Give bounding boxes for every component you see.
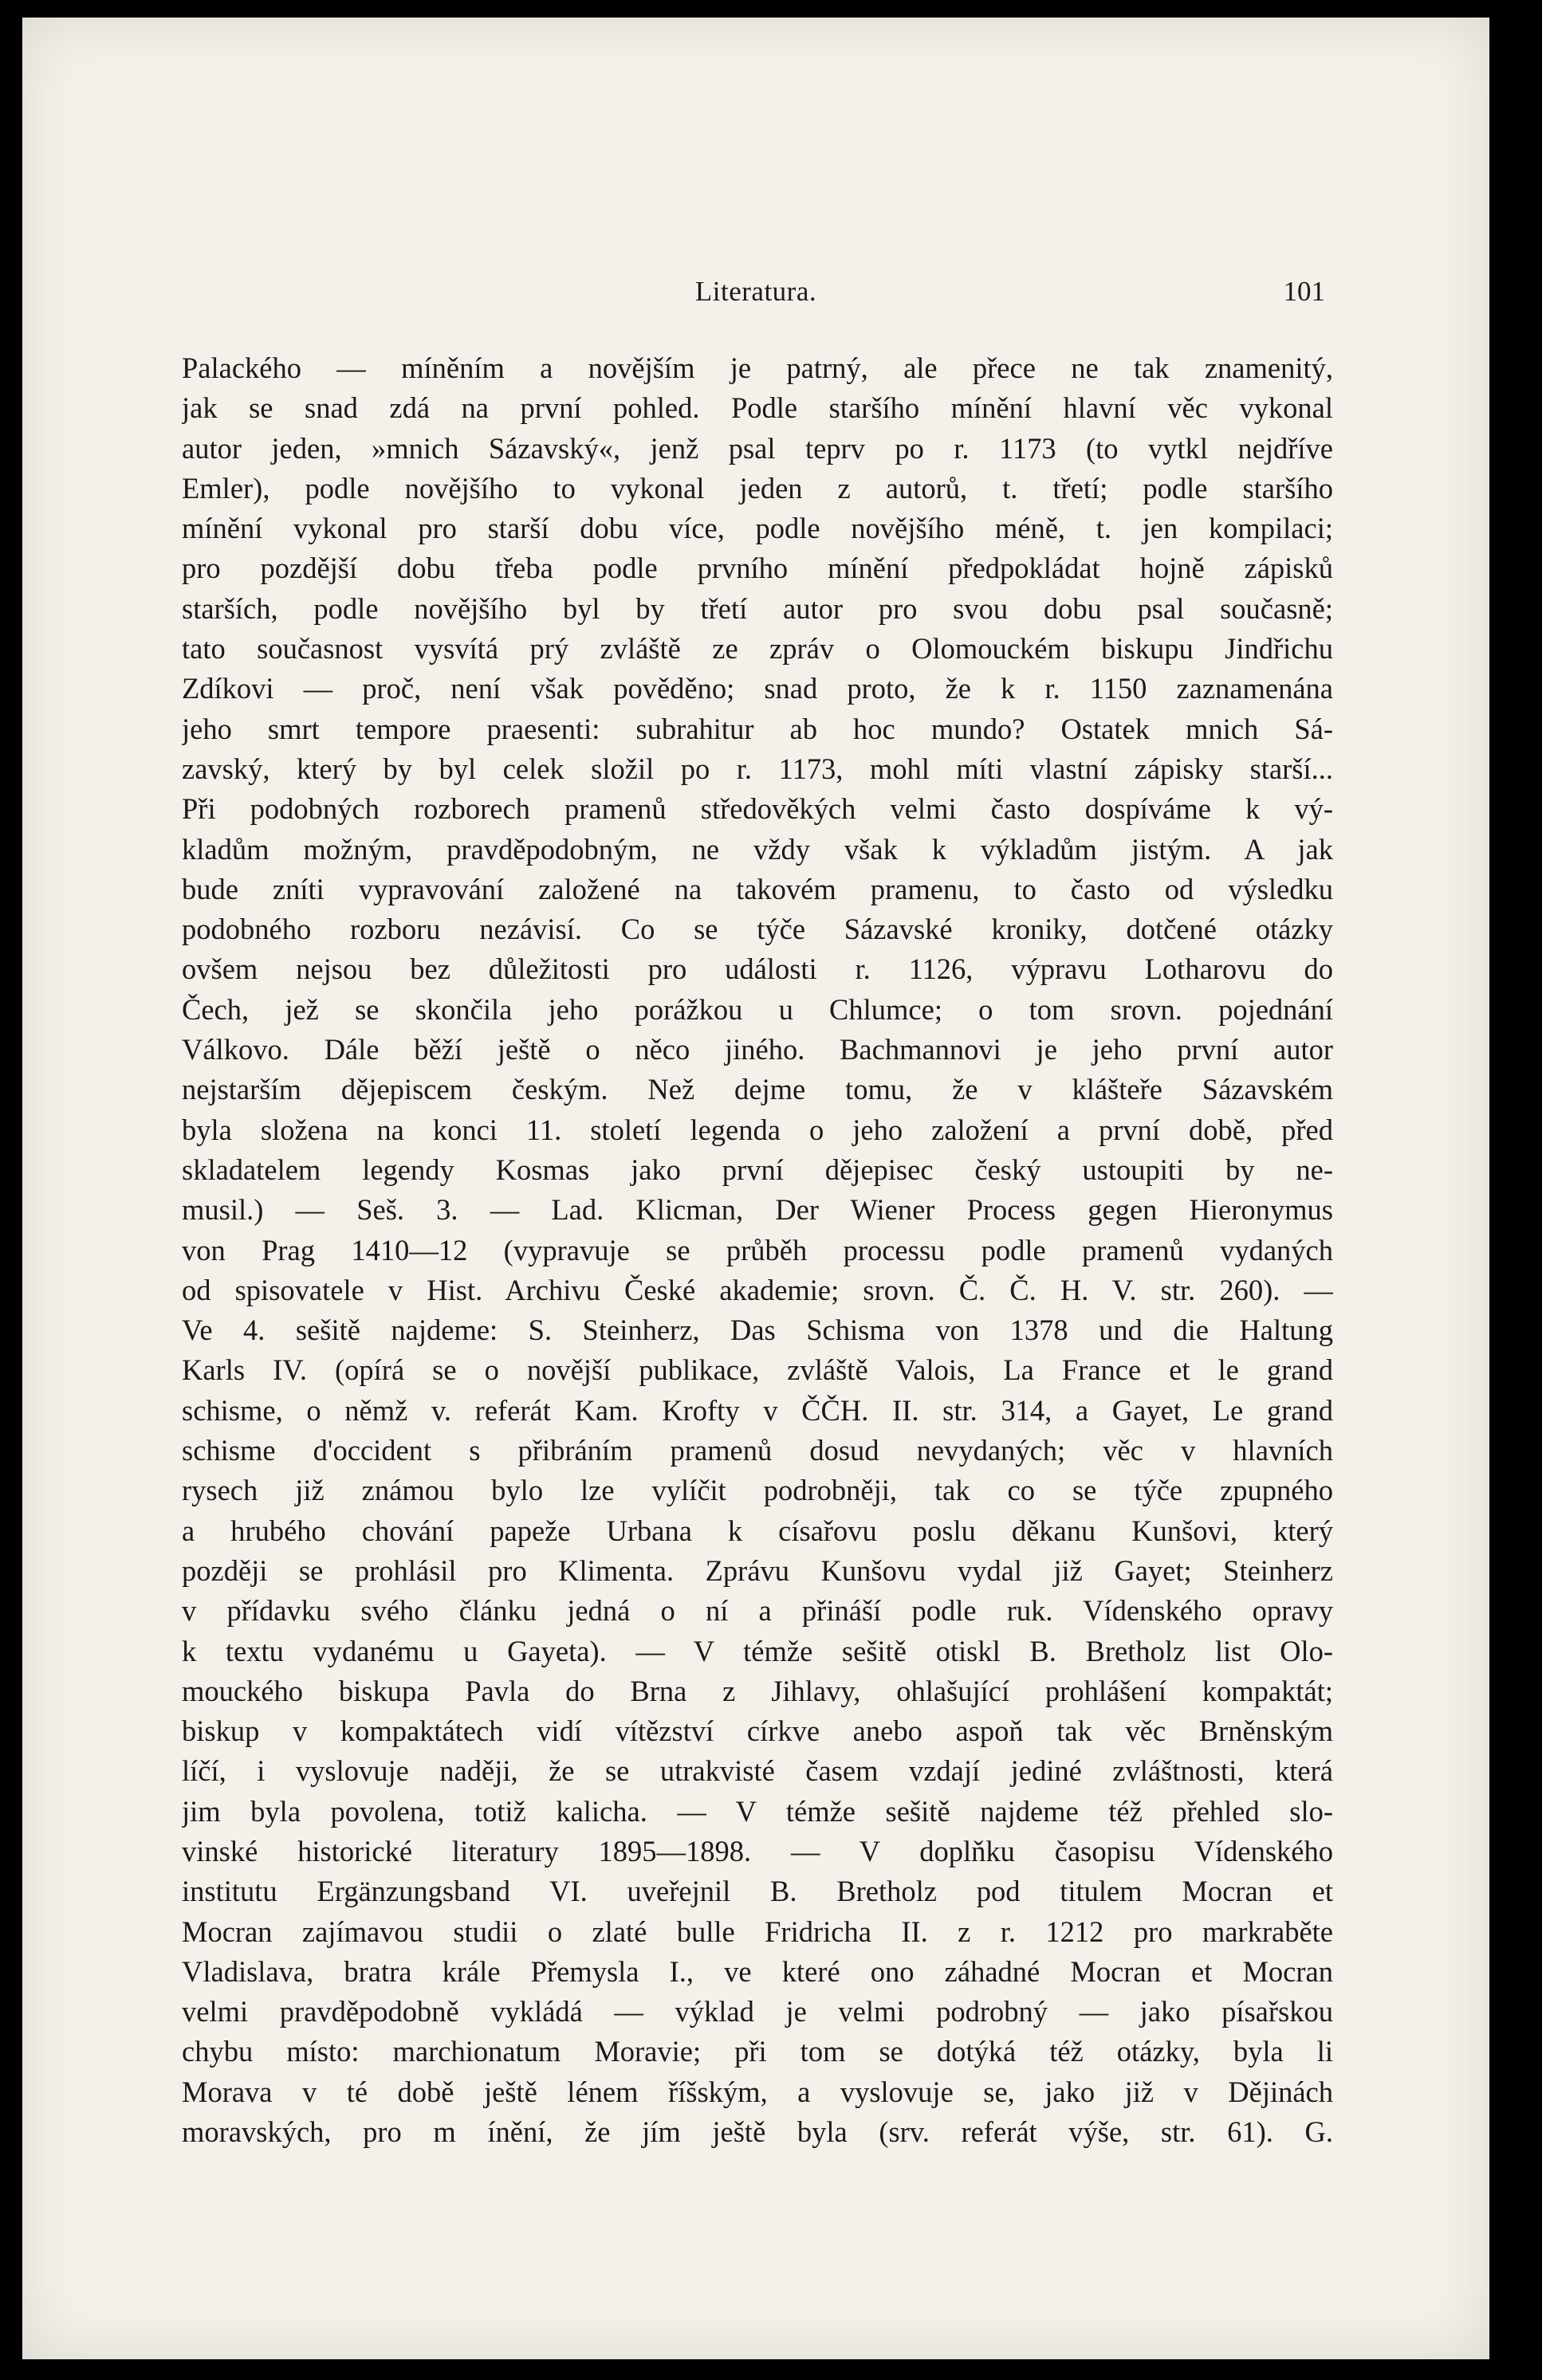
text-line: Mocran zajímavou studii o zlaté bulle Fridricha II. z r. 1212 pro markraběte (182, 1915, 1333, 1948)
text-line: Karls IV. (opírá se o novější publikace, zvláště Valois, La France et le grand (182, 1353, 1333, 1387)
text-line: moravských, pro m ínění, že jím ještě byla (srv. referát výše, str. 61). G. (182, 2115, 1333, 2149)
text-line: nejstarším dějepiscem českým. Než dejme tomu, že v klášteře Sázavském (182, 1073, 1333, 1106)
text-line: velmi pravděpodobně vykládá — výklad je velmi podrobný — jako písařskou (182, 1995, 1333, 2028)
text-line: Zdíkovi — proč, není však pověděno; snad proto, že k r. 1150 zaznamenána (182, 672, 1333, 705)
text-line: Emler), podle novějšího to vykonal jeden z autorů, t. třetí; podle staršího (182, 471, 1333, 505)
text-line: kladům možným, pravděpodobným, ne vždy však k výkladům jistým. A jak (182, 832, 1333, 866)
text-line: musil.) — Seš. 3. — Lad. Klicman, Der Wiener Process gegen Hieronymus (182, 1193, 1333, 1227)
text-line: mínění vykonal pro starší dobu více, podle novějšího méně, t. jen kompilaci; (182, 512, 1333, 545)
text-line: Palackého — míněním a novějším je patrný, ale přece ne tak znamenitý, (182, 352, 1333, 384)
book-page (22, 18, 1489, 2359)
text-line: tato současnost vysvítá prý zvláště ze zpráv o Olomouckém biskupu Jindřichu (182, 632, 1333, 666)
text-line: a hrubého chování papeže Urbana k císařovu poslu děkanu Kunšovi, který (182, 1514, 1333, 1547)
text-line: bude zníti vypravování založené na takovém pramenu, to často od výsledku (182, 872, 1333, 905)
text-line: chybu místo: marchionatum Moravie; při tom se dotýká též otázky, byla li (182, 2035, 1333, 2068)
text-line: od spisovatele v Hist. Archivu České akademie; srovn. Č. Č. H. V. str. 260). — (182, 1273, 1333, 1306)
body-text (182, 348, 1333, 2152)
text-line: skladatelem legendy Kosmas jako první dějepisec český ustoupiti by ne- (182, 1153, 1333, 1186)
text-line: podobného rozboru nezávisí. Co se týče Sázavské kroniky, dotčené otázky (182, 913, 1333, 946)
text-line: biskup v kompaktátech vidí vítězství církve anebo aspoň tak věc Brněnským (182, 1714, 1333, 1748)
text-line: autor jeden, »mnich Sázavský«, jenž psal teprv po r. 1173 (to vytkl nejdříve (182, 431, 1333, 465)
text-line: jim byla povolena, totiž kalicha. — V témže sešitě najdeme též přehled slo- (182, 1794, 1333, 1828)
text-line: Při podobných rozborech pramenů středověkých velmi často dospíváme k vý- (182, 792, 1333, 826)
text-line: vinské historické literatury 1895—1898. — V doplňku časopisu Vídenského (182, 1834, 1333, 1867)
page-number: 101 (1283, 276, 1325, 307)
page-header (22, 269, 1489, 317)
text-line: Vladislava, bratra krále Přemysla I., ve které ono záhadné Mocran et Mocran (182, 1954, 1333, 1988)
text-line: Ve 4. sešitě najdeme: S. Steinherz, Das Schisma von 1378 und die Haltung (182, 1314, 1333, 1347)
text-line: líčí, i vyslovuje naději, že se utrakvisté časem vzdají jediné zvláštnosti, která (182, 1754, 1333, 1788)
text-line: jak se snad zdá na první pohled. Podle staršího mínění hlavní věc vykonal (182, 391, 1333, 425)
text-line: starších, podle novějšího byl by třetí autor pro svou dobu psal současně; (182, 591, 1333, 625)
text-line: mouckého biskupa Pavla do Brna z Jihlavy, ohlašující prohlášení kompaktát; (182, 1674, 1333, 1707)
text-line: Čech, jež se skončila jeho porážkou u Chlumce; o tom srovn. pojednání (182, 992, 1333, 1026)
text-line: institutu Ergänzungsband VI. uveřejnil B. Bretholz pod titulem Mocran et (182, 1875, 1333, 1908)
text-line: byla složena na konci 11. století legenda o jeho založení a první době, před (182, 1113, 1333, 1146)
text-line: schisme d'occident s přibráním pramenů dosud nevydaných; věc v hlavních (182, 1434, 1333, 1467)
running-head: Literatura. (694, 276, 817, 307)
text-line: jeho smrt tempore praesenti: subrahitur ab hoc mundo? Ostatek mnich Sá- (182, 712, 1333, 745)
text-line: zavský, který by byl celek složil po r. 1173, mohl míti vlastní zápisky starší... (182, 752, 1333, 785)
text-line: v přídavku svého článku jedná o ní a přináší podle ruk. Vídenského opravy (182, 1594, 1333, 1628)
text-line: ovšem nejsou bez důležitosti pro události r. 1126, výpravu Lotharovu do (182, 952, 1333, 986)
text-line: později se prohlásil pro Klimenta. Zprávu Kunšovu vydal již Gayet; Steinherz (182, 1553, 1333, 1587)
text-line: pro pozdější dobu třeba podle prvního mínění předpokládat hojně zápisků (182, 552, 1333, 585)
text-line: rysech již známou bylo lze vylíčit podrobněji, tak co se týče zpupného (182, 1474, 1333, 1507)
text-line: Válkovo. Dále běží ještě o něco jiného. Bachmannovi je jeho první autor (182, 1033, 1333, 1066)
text-line: Morava v té době ještě lénem říšským, a vyslovuje se, jako již v Dějinách (182, 2075, 1333, 2108)
text-line: k textu vydanému u Gayeta). — V témže sešitě otiskl B. Bretholz list Olo- (182, 1634, 1333, 1667)
text-line: schisme, o němž v. referát Kam. Krofty v ČČH. II. str. 314, a Gayet, Le grand (182, 1393, 1333, 1427)
text-line: von Prag 1410—12 (vypravuje se průběh processu podle pramenů vydaných (182, 1233, 1333, 1267)
